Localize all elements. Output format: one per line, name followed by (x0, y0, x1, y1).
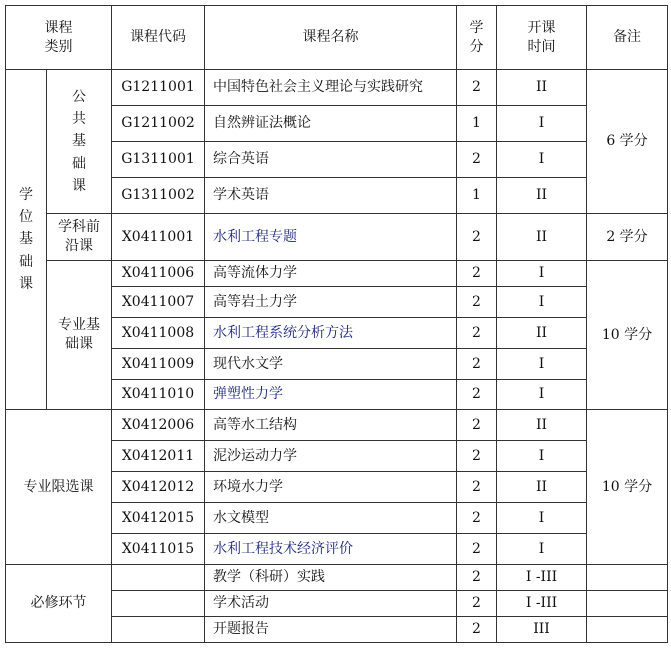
course-term: I (497, 349, 587, 380)
course-name: 现代水文学 (205, 349, 457, 380)
course-credit: 2 (457, 617, 497, 643)
note-empty (587, 591, 668, 617)
course-code: X0412011 (112, 441, 205, 472)
course-term: I (497, 261, 587, 287)
course-code: X0411009 (112, 349, 205, 380)
course-name: 环境水力学 (205, 472, 457, 503)
course-term: I (497, 441, 587, 472)
course-name: 开题报告 (205, 617, 457, 643)
course-credit: 2 (457, 214, 497, 261)
course-code: X0411006 (112, 261, 205, 287)
table-row (6, 410, 668, 441)
group-frontier: 学科前 沿课 (47, 214, 112, 261)
course-name: 水利工程系统分析方法 (205, 318, 457, 349)
course-code: G1311002 (112, 178, 205, 214)
course-name: 学术活动 (205, 591, 457, 617)
course-code: X0412006 (112, 410, 205, 441)
course-credit: 2 (457, 591, 497, 617)
course-term: I (497, 534, 587, 565)
course-credit: 2 (457, 380, 497, 410)
table-row (6, 214, 668, 261)
course-term: II (497, 70, 587, 106)
course-term: I (497, 503, 587, 534)
group-public-basic: 公 共 基 础 课 (47, 70, 112, 214)
course-name: 水文模型 (205, 503, 457, 534)
course-code: X0411015 (112, 534, 205, 565)
header-category: 课程 类别 (6, 6, 112, 70)
course-credit: 2 (457, 287, 497, 318)
course-credit: 2 (457, 534, 497, 565)
course-credit: 2 (457, 318, 497, 349)
course-term: I (497, 380, 587, 410)
course-code: X0412015 (112, 503, 205, 534)
course-name: 高等岩土力学 (205, 287, 457, 318)
course-code: X0412012 (112, 472, 205, 503)
note-empty (587, 617, 668, 643)
course-code (112, 565, 205, 591)
course-term: I (497, 287, 587, 318)
note-public: 6 学分 (587, 70, 668, 214)
group-degree-basic: 学 位 基 础 课 (6, 70, 47, 410)
course-term: II (497, 318, 587, 349)
course-code: X0411008 (112, 318, 205, 349)
header-term: 开课 时间 (497, 6, 587, 70)
group-major-elective: 专业限选课 (6, 410, 112, 565)
course-term: I (497, 106, 587, 142)
course-term: II (497, 410, 587, 441)
course-credit: 2 (457, 410, 497, 441)
header-name: 课程名称 (205, 6, 457, 70)
course-credit: 2 (457, 441, 497, 472)
course-name: 弹塑性力学 (205, 380, 457, 410)
course-term: I -III (497, 591, 587, 617)
course-credit: 2 (457, 349, 497, 380)
course-name: 高等水工结构 (205, 410, 457, 441)
course-term: II (497, 178, 587, 214)
note-major-basic: 10 学分 (587, 261, 668, 410)
course-name: 综合英语 (205, 142, 457, 178)
table-row (6, 70, 668, 106)
course-code (112, 591, 205, 617)
course-credit: 1 (457, 178, 497, 214)
course-name: 自然辨证法概论 (205, 106, 457, 142)
course-code: X0411010 (112, 380, 205, 410)
header-credit: 学 分 (457, 6, 497, 70)
course-code: G1311001 (112, 142, 205, 178)
course-term: I (497, 142, 587, 178)
group-required: 必修环节 (6, 565, 112, 643)
course-name: 水利工程技术经济评价 (205, 534, 457, 565)
note-empty (587, 565, 668, 591)
course-credit: 2 (457, 565, 497, 591)
header-code: 课程代码 (112, 6, 205, 70)
course-credit: 1 (457, 106, 497, 142)
course-code: G1211002 (112, 106, 205, 142)
course-term: II (497, 214, 587, 261)
course-name: 高等流体力学 (205, 261, 457, 287)
table-row (6, 261, 668, 287)
course-name: 水利工程专题 (205, 214, 457, 261)
course-name: 中国特色社会主义理论与实践研究 (205, 70, 457, 106)
curriculum-table (5, 5, 668, 643)
group-major-basic: 专业基 础课 (47, 261, 112, 410)
table-row (6, 565, 668, 591)
course-name: 泥沙运动力学 (205, 441, 457, 472)
course-credit: 2 (457, 70, 497, 106)
course-code: X0411007 (112, 287, 205, 318)
course-name: 学术英语 (205, 178, 457, 214)
header-note: 备注 (587, 6, 668, 70)
course-code: X0411001 (112, 214, 205, 261)
course-term: II (497, 472, 587, 503)
course-term: III (497, 617, 587, 643)
course-credit: 2 (457, 261, 497, 287)
note-frontier: 2 学分 (587, 214, 668, 261)
note-elective: 10 学分 (587, 410, 668, 565)
course-term: I -III (497, 565, 587, 591)
header-row (6, 6, 668, 70)
course-code: G1211001 (112, 70, 205, 106)
course-credit: 2 (457, 503, 497, 534)
course-code (112, 617, 205, 643)
course-credit: 2 (457, 142, 497, 178)
course-name: 教学（科研）实践 (205, 565, 457, 591)
course-credit: 2 (457, 472, 497, 503)
